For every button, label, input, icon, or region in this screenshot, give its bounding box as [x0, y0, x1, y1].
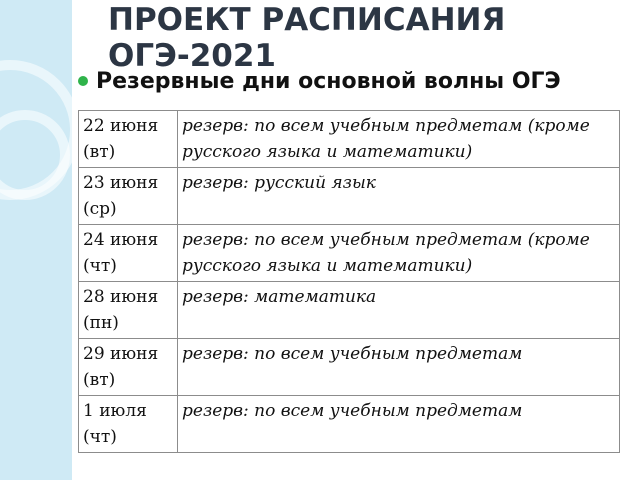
date-cell	[79, 396, 178, 453]
date-cell	[79, 282, 178, 339]
description-cell: резерв: математика	[178, 282, 620, 339]
description-cell: резерв: по всем учебным предметам	[178, 339, 620, 396]
date-text: 24 июня	[83, 230, 159, 250]
table-row	[79, 225, 620, 282]
date-text: 1 июля	[83, 401, 147, 421]
description-cell: резерв: по всем учебным предметам (кроме русского языка и математики)	[178, 225, 620, 282]
table-row	[79, 396, 620, 453]
date-cell	[79, 225, 178, 282]
date-text: 22 июня	[83, 116, 159, 136]
slide-subtitle: Резервные дни основной волны ОГЭ	[96, 69, 561, 94]
date-cell	[79, 168, 178, 225]
date-cell	[79, 111, 178, 168]
description-cell: резерв: по всем учебным предметам	[178, 396, 620, 453]
weekday-text: (пн)	[83, 313, 119, 333]
schedule-table	[78, 110, 620, 453]
description-cell: резерв: русский язык	[178, 168, 620, 225]
weekday-text: (вт)	[83, 142, 116, 162]
table-row	[79, 111, 620, 168]
slide-title: ПРОЕКТ РАСПИСАНИЯ ОГЭ-2021	[108, 2, 506, 74]
date-cell	[79, 339, 178, 396]
weekday-text: (вт)	[83, 370, 116, 390]
date-text: 29 июня	[83, 344, 159, 364]
table-row	[79, 339, 620, 396]
decorative-side-strip	[0, 0, 72, 480]
date-text: 28 июня	[83, 287, 159, 307]
weekday-text: (чт)	[83, 427, 117, 447]
date-text: 23 июня	[83, 173, 159, 193]
table-row	[79, 168, 620, 225]
weekday-text: (ср)	[83, 199, 117, 219]
description-cell: резерв: по всем учебным предметам (кроме русского языка и математики)	[178, 111, 620, 168]
weekday-text: (чт)	[83, 256, 117, 276]
bullet-icon	[78, 76, 88, 86]
table-row	[79, 282, 620, 339]
